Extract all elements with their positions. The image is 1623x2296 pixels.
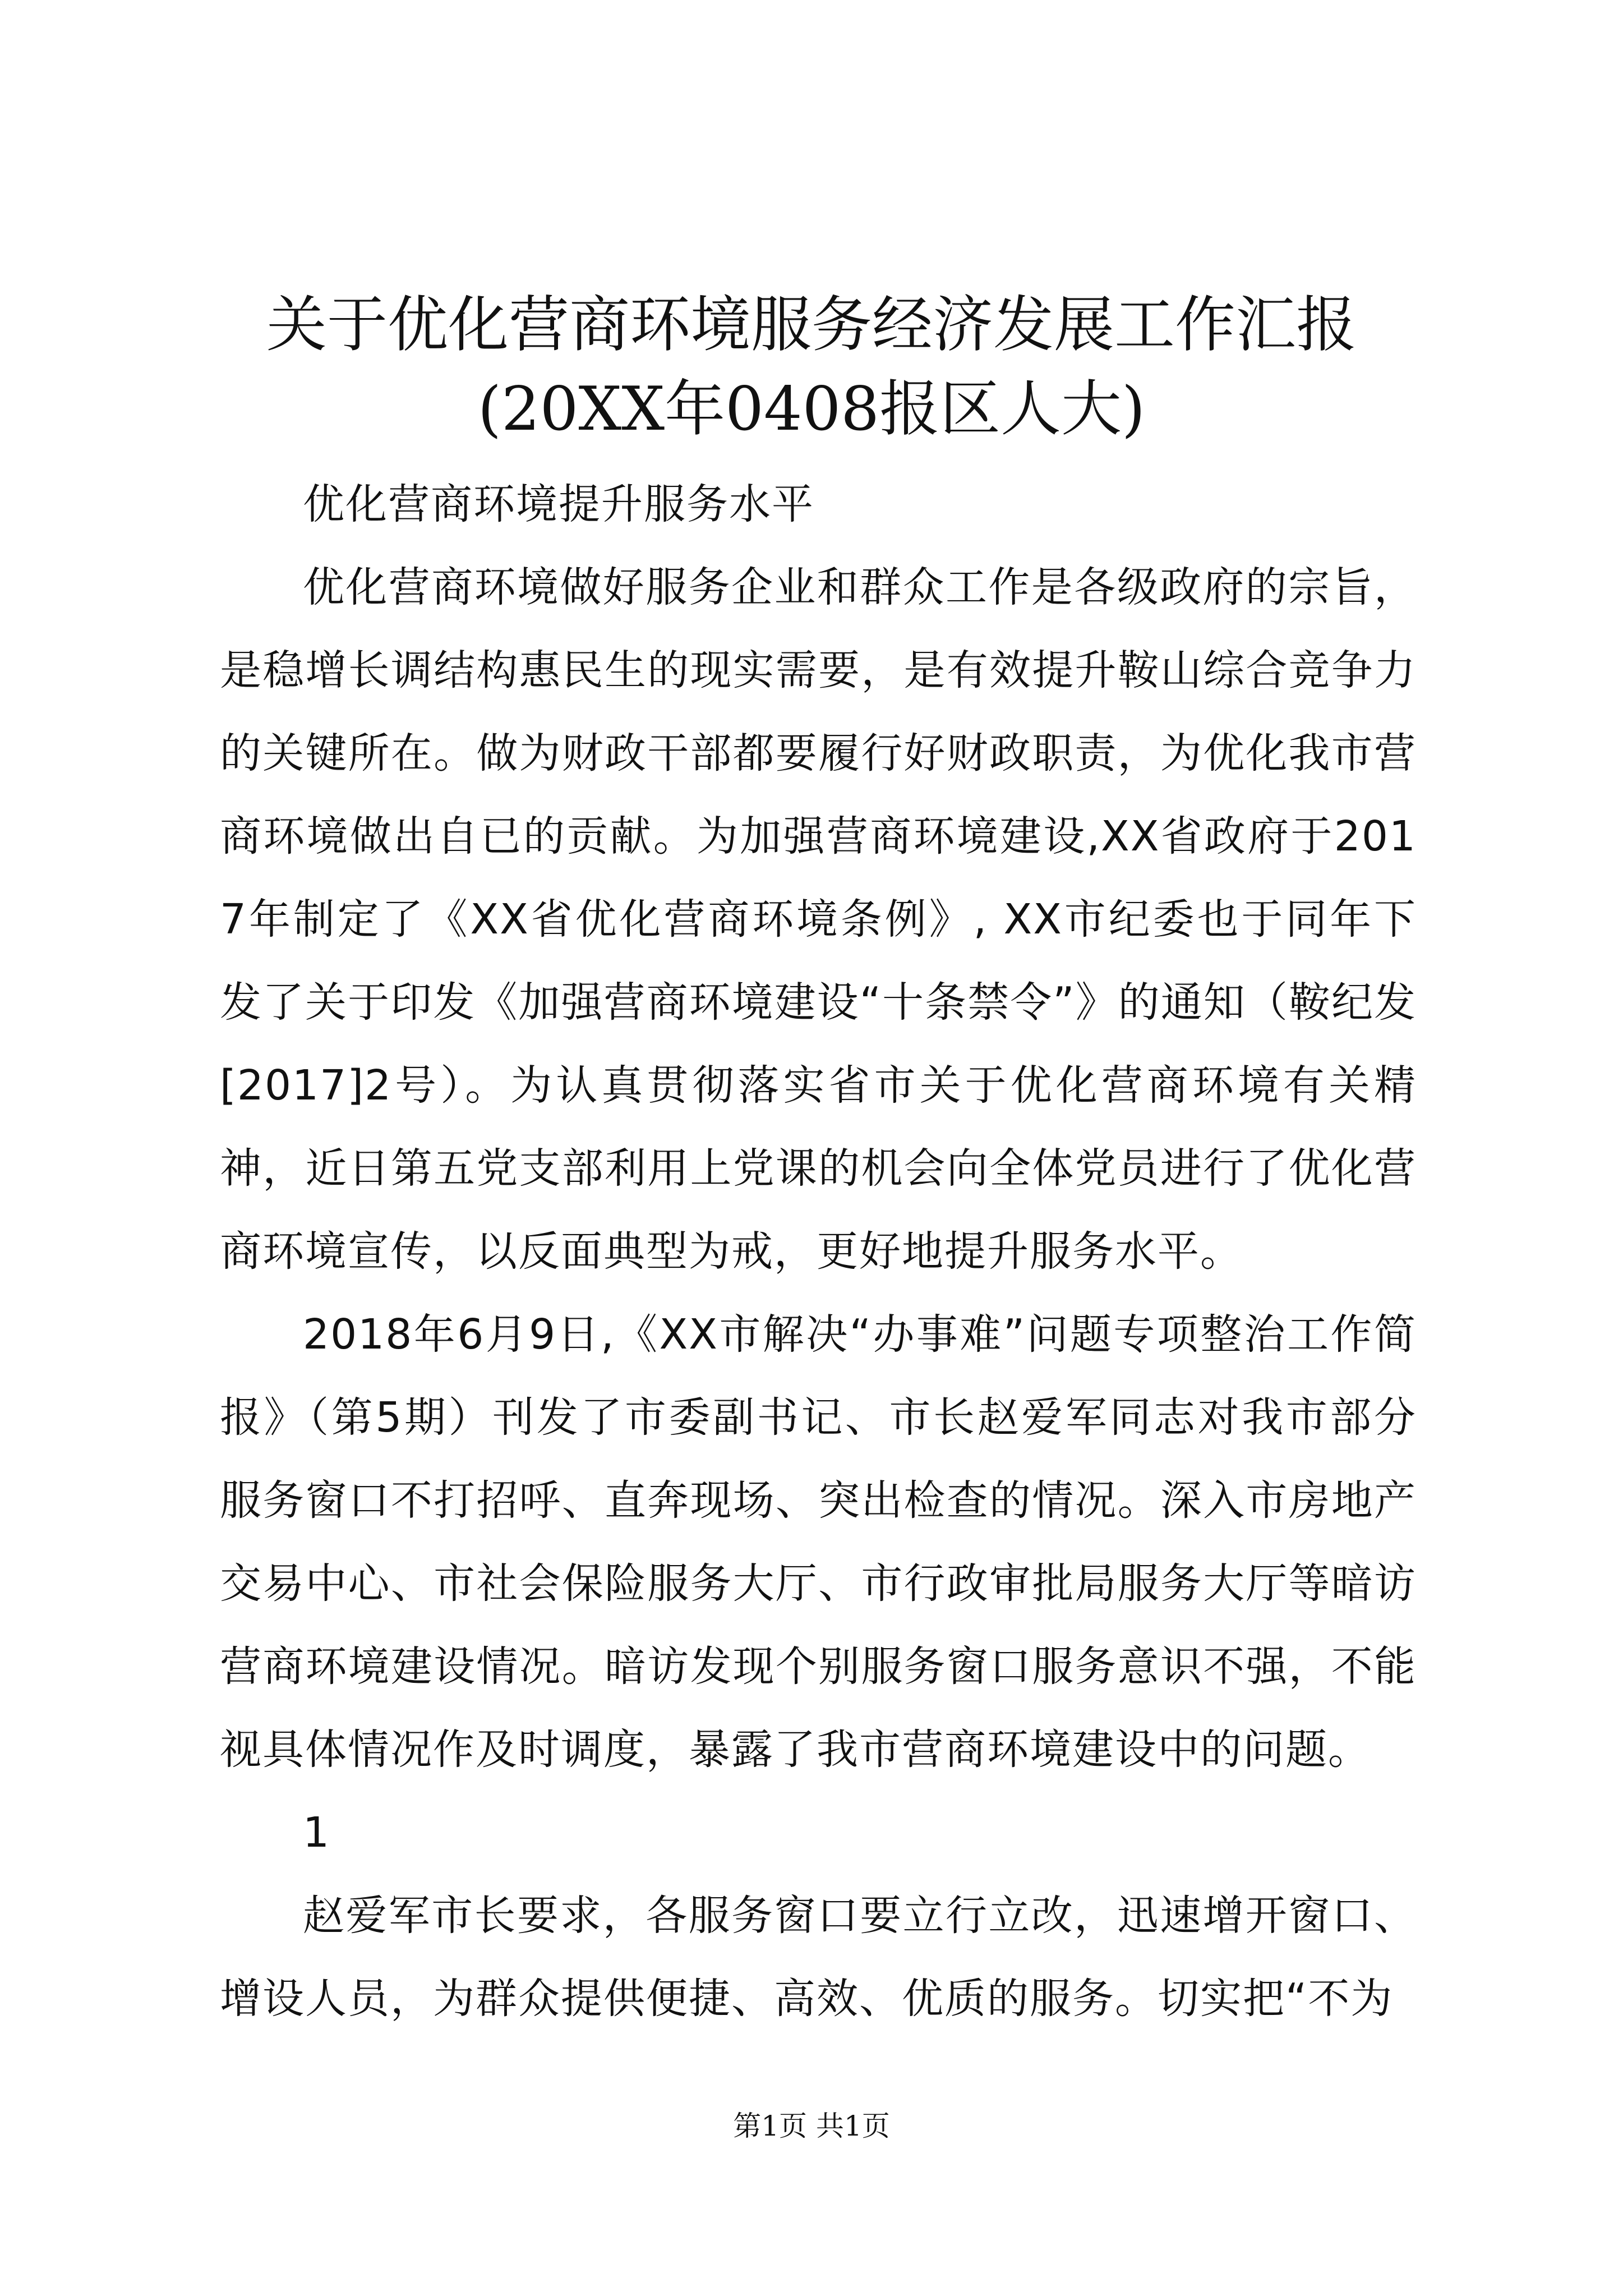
paragraph-page-number: 1 [303, 1809, 331, 1857]
paragraph-requirements: 赵爱军市长要求，各服务窗口要立行立改，迅速增开窗口、增设人员，为群众提供便捷、高效、优质的服务。切实把“不为 [220, 1892, 1417, 2023]
paragraph-subtitle: 优化营商环境提升服务水平 [303, 480, 814, 528]
paragraph-inspection: 2018年6月9日,《XX市解决“办事难”问题专项整治工作简报》（第5期）刊发了市委副书记、市长赵爱军同志对我市部分服务窗口不打招呼、直奔现场、突出检查的情况。深入市房地产交易中心、市社会保险服务大厅、市行政审批局服务大厅等暗访营商环境建设情况。暗访发现个别服务窗口服务意识不强，不能视具体情况作及时调度，暴露了我市营商环境建设中的问题。 [220, 1310, 1417, 1774]
title-line-1: 关于优化营商环境服务经济发展工作汇报 [266, 290, 1357, 360]
title-line-2: (20XX年0408报区人大) [477, 374, 1146, 444]
document-title [213, 283, 1410, 452]
document-body [220, 463, 1417, 2040]
page-footer: 第1页 共1页 [733, 2110, 890, 2142]
paragraph-intro: 优化营商环境做好服务企业和群众工作是各级政府的宗旨，是稳增长调结构惠民生的现实需要，是有效提升鞍山综合竞争力的关键所在。做为财政干部都要履行好财政职责，为优化我市营商环境做出自已的贡献。为加强营商环境建设,XX省政府于2017年制定了《XX省优化营商环境条例》, XX市纪委也于同年下发了关于印发《加强营商环境建设“十条禁令”》的通知（鞍纪发[2017]2号）。为认真贯彻落实省市关于优化营商环境有关精神，近日第五党支部利用上党课的机会向全体党员进行了优化营商环境宣传，以反面典型为戒，更好地提升服务水平。 [220, 563, 1417, 1276]
